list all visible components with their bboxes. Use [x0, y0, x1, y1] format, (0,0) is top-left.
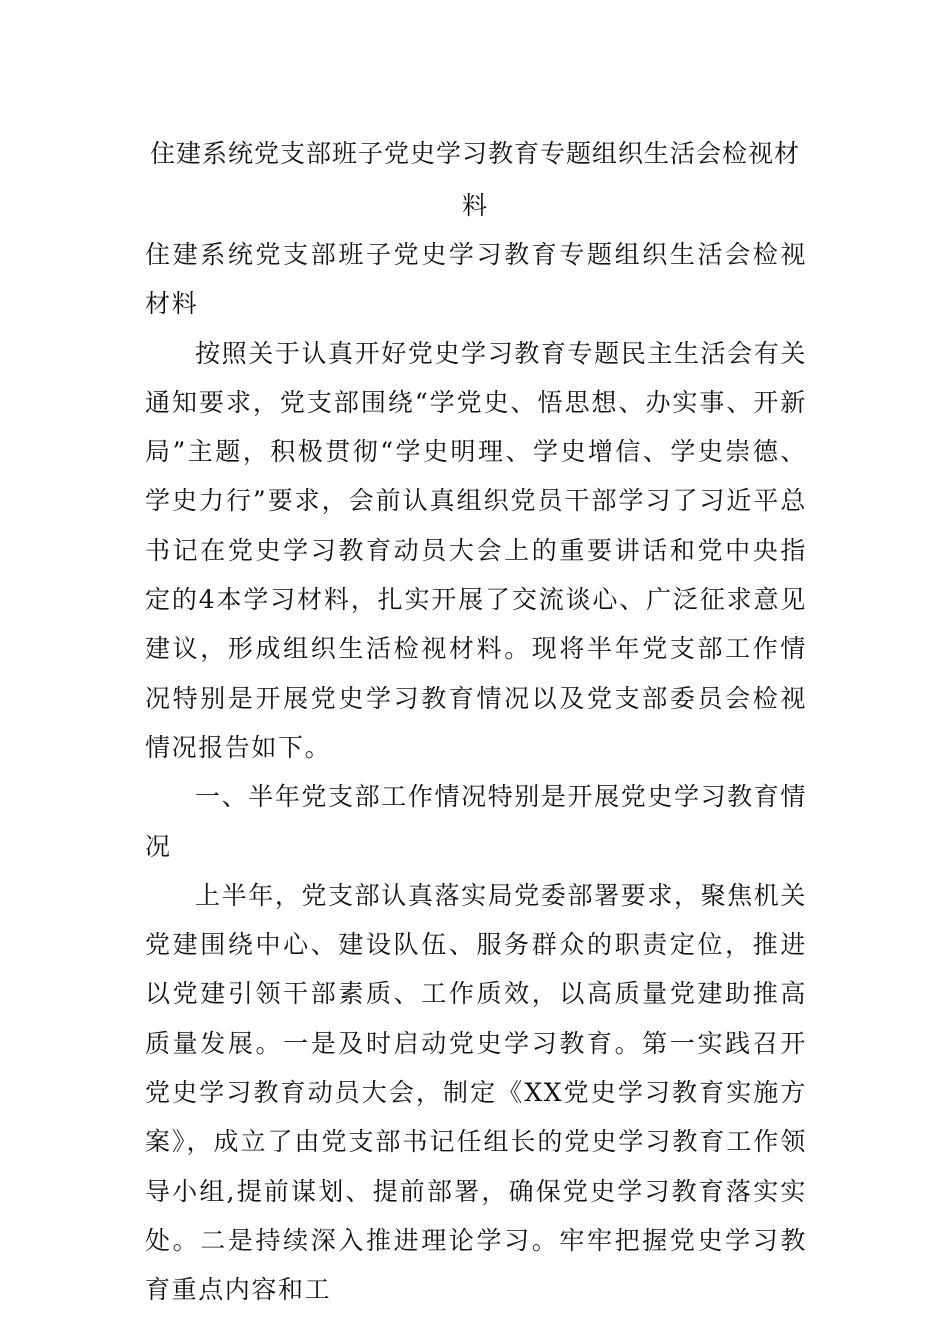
section-heading: 一、半年党支部工作情况特别是开展党史学习教育情况: [145, 782, 807, 861]
repeated-title-paragraph: 住建系统党支部班子党史学习教育专题组织生活会检视材料: [145, 240, 807, 319]
document-title: 住建系统党支部班子党史学习教育专题组织生活会检视材料: [149, 139, 800, 220]
intro-paragraph: 按照关于认真开好党史学习教育专题民主生活会有关通知要求，党支部围绕“学党史、悟思想、办实事、开新局”主题，积极贯彻“学史明理、学史增信、学史崇德、学史力行”要求，会前认真组织党员干部学习了习近平总书记在党史学习教育动员大会上的重要讲话和党中央指定的4本学习材料，扎实开展了交流谈心、广泛征求意见建议，形成组织生活检视材料。现将半年党支部工作情况特别是开展党史学习教育情况以及党支部委员会检视情况报告如下。: [145, 338, 807, 762]
document-body: [145, 230, 807, 1315]
section-paragraph: 上半年，党支部认真落实局党委部署要求，聚焦机关党建围绕中心、建设队伍、服务群众的职责定位，推进以党建引领干部素质、工作质效，以高质量党建助推高质量发展。一是及时启动党史学习教育。第一实践召开党史学习教育动员大会，制定《XX党史学习教育实施方案》，成立了由党支部书记任组长的党史学习教育工作领导小组,提前谋划、提前部署，确保党史学习教育落实实处。二是持续深入推进理论学习。牢牢把握党史学习教育重点内容和工: [145, 880, 807, 1305]
